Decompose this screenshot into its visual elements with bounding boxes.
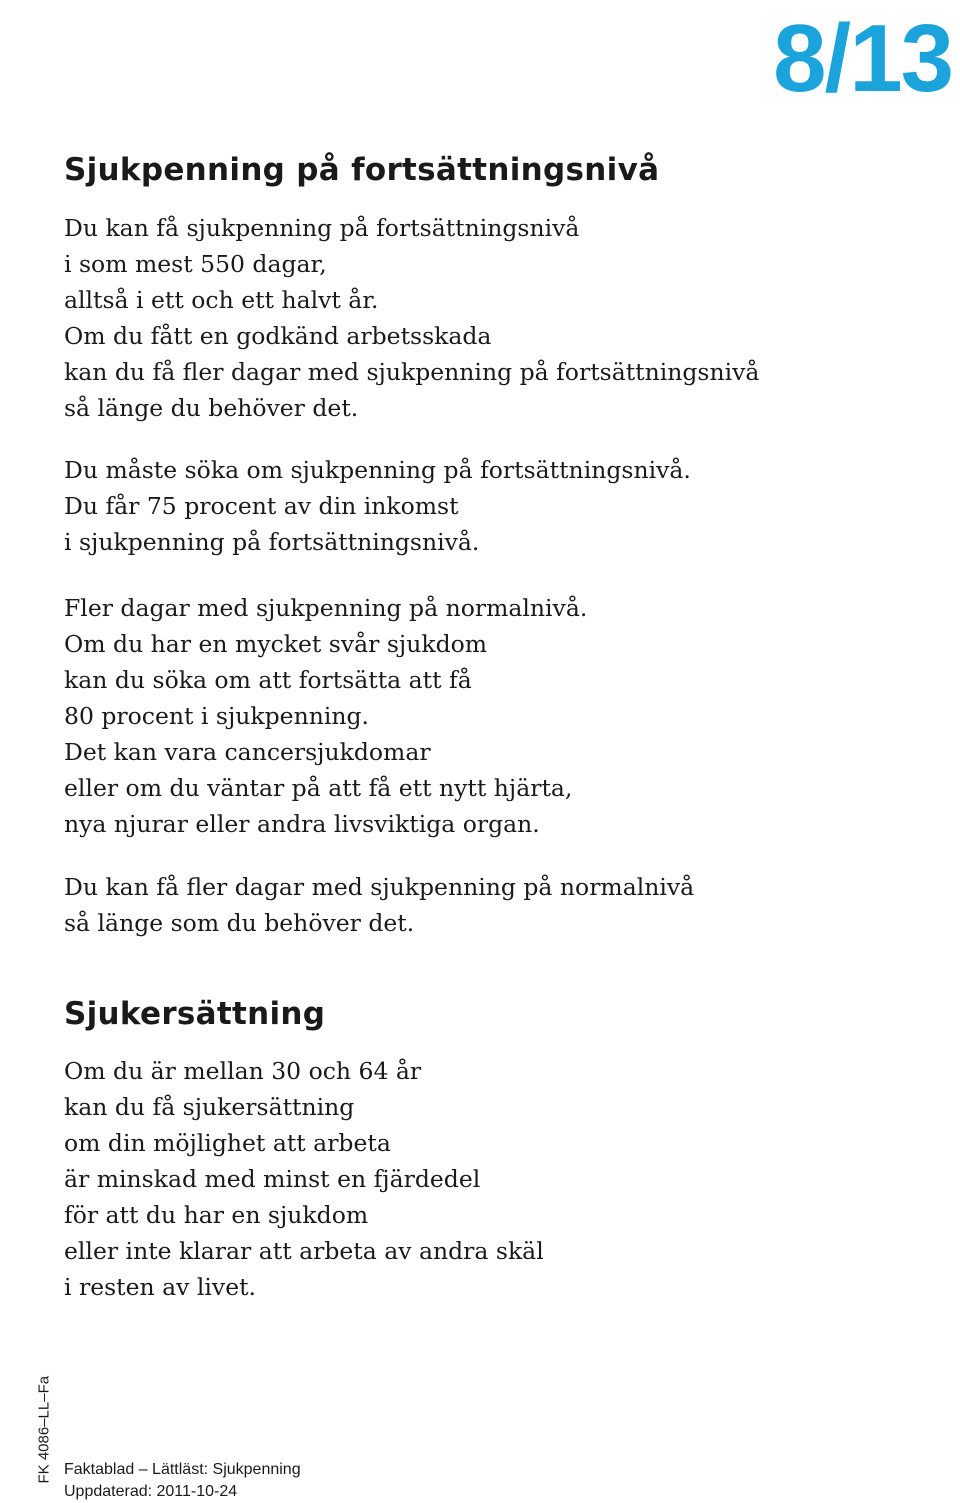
text-line: 80 procent i sjukpenning. <box>64 702 370 730</box>
text-line: för att du har en sjukdom <box>64 1201 369 1229</box>
text-line: eller om du väntar på att få ett nytt hjärta, <box>64 774 573 802</box>
footer-updated: Uppdaterad: 2011-10-24 <box>64 1483 238 1500</box>
section-heading-sjukpenning-fortsattningsniva: Sjukpenning på fortsättningsnivå <box>64 152 660 188</box>
text-line: i som mest 550 dagar, <box>64 250 327 278</box>
text-line: alltså i ett och ett halvt år. <box>64 286 379 314</box>
text-line: Om du fått en godkänd arbetsskada <box>64 322 492 350</box>
text-line: om din möjlighet att arbeta <box>64 1129 391 1157</box>
paragraph-4 <box>64 869 694 941</box>
text-line: så länge som du behöver det. <box>64 909 415 937</box>
section-heading-sjukersattning: Sjukersättning <box>64 996 326 1032</box>
text-line: Fler dagar med sjukpenning på normalnivå. <box>64 594 588 622</box>
text-line: nya njurar eller andra livsviktiga organ. <box>64 810 540 838</box>
text-line: Du måste söka om sjukpenning på fortsättningsnivå. <box>64 456 691 484</box>
page-number: 8/13 <box>773 5 952 112</box>
footer-title: Faktablad – Lättläst: Sjukpenning <box>64 1461 301 1478</box>
text-line: i sjukpenning på fortsättningsnivå. <box>64 528 480 556</box>
form-code: FK 4086–LL–Fa <box>35 1375 53 1484</box>
text-line: Du kan få fler dagar med sjukpenning på normalnivå <box>64 873 695 901</box>
footer <box>64 1459 301 1503</box>
text-line: Om du har en mycket svår sjukdom <box>64 630 488 658</box>
paragraph-5 <box>64 1053 544 1305</box>
text-line: Du får 75 procent av din inkomst <box>64 492 459 520</box>
text-line: så länge du behöver det. <box>64 394 359 422</box>
paragraph-3 <box>64 590 587 842</box>
paragraph-2 <box>64 452 691 560</box>
text-line: kan du söka om att fortsätta att få <box>64 666 472 694</box>
text-line: Du kan få sjukpenning på fortsättningsnivå <box>64 214 580 242</box>
text-line: Det kan vara cancersjukdomar <box>64 738 431 766</box>
text-line: är minskad med minst en fjärdedel <box>64 1165 481 1193</box>
text-line: kan du få fler dagar med sjukpenning på fortsättningsnivå <box>64 358 760 386</box>
text-line: kan du få sjukersättning <box>64 1093 355 1121</box>
paragraph-1 <box>64 210 759 426</box>
text-line: i resten av livet. <box>64 1273 257 1301</box>
text-line: Om du är mellan 30 och 64 år <box>64 1057 422 1085</box>
text-line: eller inte klarar att arbeta av andra skäl <box>64 1237 544 1265</box>
